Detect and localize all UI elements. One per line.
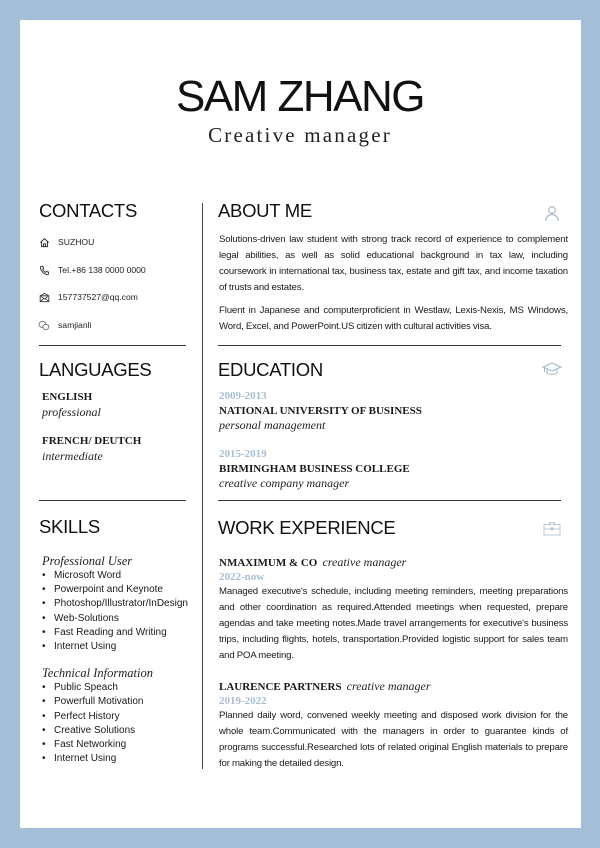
- languages-heading: LANGUAGES: [39, 359, 152, 380]
- work-item-header: [219, 554, 568, 570]
- contacts-divider: [39, 345, 186, 346]
- contact-wechat: [38, 317, 91, 333]
- contact-email-text[interactable]: 157737527@qq.com: [58, 292, 138, 302]
- about-section: [219, 232, 568, 335]
- language-level: intermediate: [42, 449, 103, 463]
- phone-icon: [38, 264, 50, 276]
- skills-group-title: Professional User: [42, 554, 133, 568]
- skill-item: • Web-Solutions: [42, 612, 188, 626]
- home-icon: [38, 236, 50, 248]
- contact-address: [38, 234, 94, 250]
- graduation-cap-icon: [541, 361, 563, 377]
- education-years: 2015-2019: [219, 448, 267, 460]
- skill-item: • Fast Networking: [42, 738, 188, 752]
- education-section: [219, 389, 568, 490]
- skill-item: • Powerpoint and Keynote: [42, 583, 188, 597]
- skill-item: • Fast Reading and Writing: [42, 626, 188, 640]
- contact-email: [38, 289, 138, 305]
- about-paragraph: Fluent in Japanese and computerproficient in Westlaw, Lexis-Nexis, MS Windows, Word, Excel, and PowerPoint.US citizen with cultural activities visa.: [219, 305, 568, 332]
- education-years: 2009-2013: [219, 390, 267, 402]
- education-divider: [218, 500, 561, 501]
- skill-item: • Photoshop/Illustrator/InDesign: [42, 597, 188, 611]
- contact-phone: [38, 262, 146, 278]
- work-company: LAURENCE PARTNERS: [219, 681, 342, 693]
- skills-section: [42, 554, 188, 766]
- about-divider: [218, 345, 561, 346]
- about-paragraph: Solutions-driven law student with strong track record of experience to complement legal abilities, as well as solid educational background in tax law, including coursework in international tax, business tax, estate and gift tax, and income taxation of trusts and estates.: [219, 234, 568, 293]
- education-program: creative company manager: [219, 476, 350, 490]
- about-heading: ABOUT ME: [218, 200, 312, 221]
- skill-item: • Internet Using: [42, 640, 188, 654]
- mail-icon: [38, 291, 50, 303]
- skills-group-title: Technical Information: [42, 666, 153, 681]
- education-school: BIRMINGHAM BUSINESS COLLEGE: [219, 463, 410, 475]
- education-heading: EDUCATION: [218, 359, 323, 380]
- work-description: Planned daily word, convened weekly meeting and disposed work division for the whole team.Communicated with the managers in order to guarantee kinds of programs successful.Researched lots of related original English materials to prepare for making the detailed design.: [219, 710, 568, 769]
- skill-item: • Internet Using: [42, 752, 188, 766]
- work-description: Managed executive's schedule, including meeting reminders, meeting preparations and other coordination as required.Attended meetings when requested, prepare agendas and take meeting notes.Made travel arrangements for executive's business trips, including flights, hotels, transportation.Provided logistic support for sales team and POA meeting.: [219, 586, 568, 661]
- work-heading: WORK EXPERIENCE: [218, 517, 396, 538]
- skills-list-professional: [42, 569, 188, 654]
- skills-list-technical: [42, 681, 188, 766]
- education-program: personal management: [219, 418, 326, 432]
- skills-heading: SKILLS: [39, 516, 100, 537]
- contacts-heading: CONTACTS: [39, 200, 137, 221]
- candidate-name: SAM ZHANG: [175, 72, 425, 121]
- contact-wechat-text: samjianli: [58, 320, 92, 330]
- user-icon: [542, 203, 562, 223]
- skill-item: • Microsoft Word: [42, 569, 188, 583]
- work-years: 2019-2022: [219, 695, 267, 707]
- candidate-title: Creative manager: [208, 123, 392, 147]
- work-role: creative manager: [322, 555, 407, 569]
- skill-item: • Creative Solutions: [42, 724, 188, 738]
- work-role: creative manager: [346, 679, 431, 693]
- column-divider: [202, 203, 203, 769]
- work-years: 2022-now: [219, 571, 265, 583]
- briefcase-icon: [542, 519, 562, 537]
- contact-address-text: SUZHOU: [58, 237, 95, 247]
- contact-phone-text: Tel.+86 138 0000 0000: [58, 265, 146, 275]
- languages-divider: [39, 500, 186, 501]
- work-item-header: [219, 678, 568, 694]
- education-school: NATIONAL UNIVERSITY OF BUSINESS: [219, 405, 422, 417]
- skill-item: • Powerfull Motivation: [42, 695, 188, 709]
- language-level: professional: [42, 405, 101, 419]
- language-name: ENGLISH: [42, 391, 93, 403]
- work-section: [219, 554, 568, 772]
- language-name: FRENCH/ DEUTCH: [42, 435, 142, 447]
- wechat-icon: [38, 319, 50, 331]
- work-company: NMAXIMUM & CO: [219, 557, 318, 569]
- skill-item: • Public Speach: [42, 681, 188, 695]
- skill-item: • Perfect History: [42, 710, 188, 724]
